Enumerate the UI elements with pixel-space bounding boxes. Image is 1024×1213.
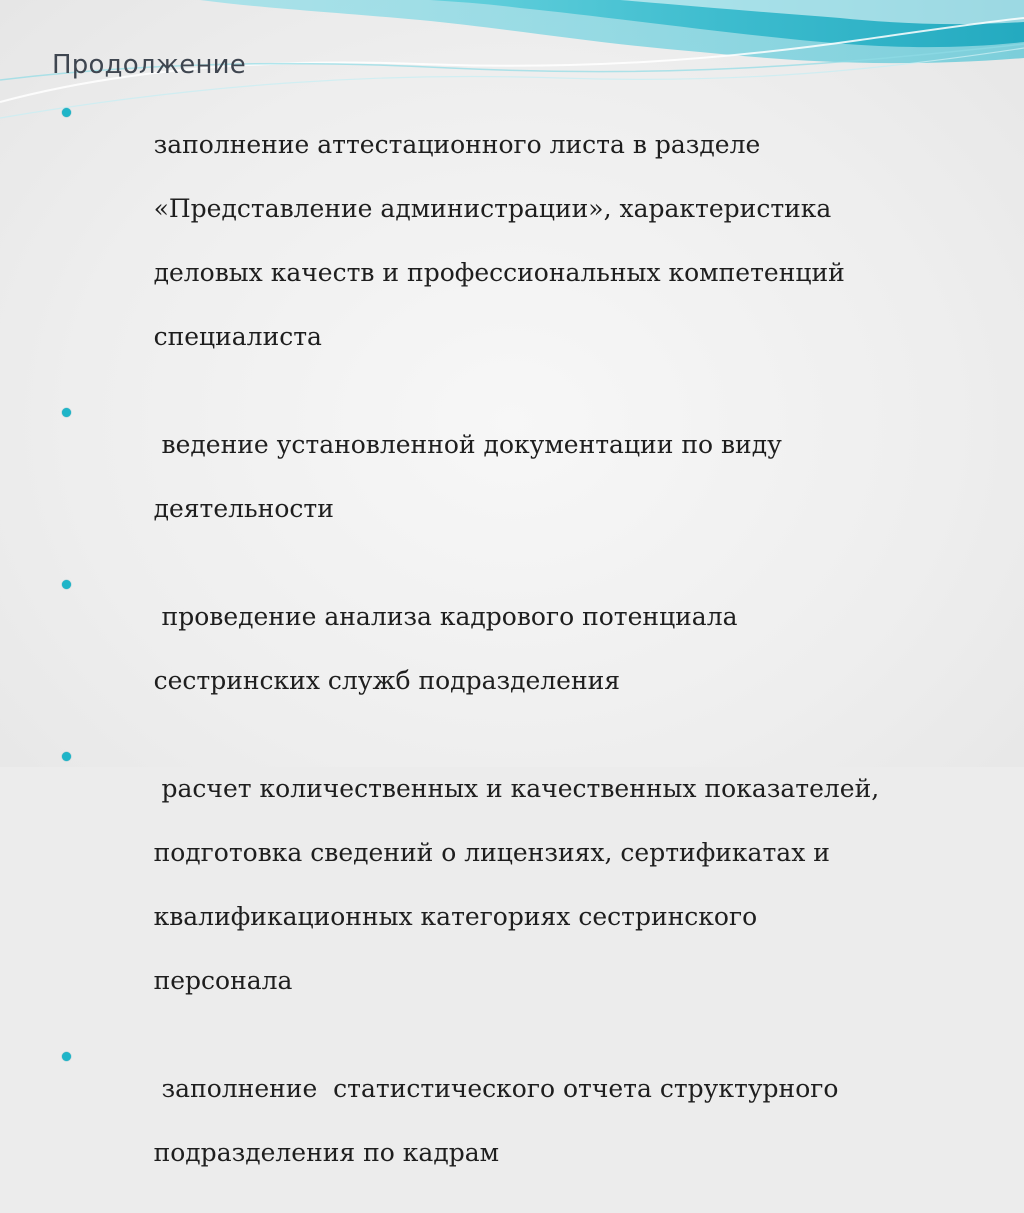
bullet-line: персонала — [153, 966, 293, 995]
bullet-dot-icon — [62, 108, 71, 117]
bullet-line: сестринских служб подразделения — [153, 666, 621, 695]
bullet-line: «Представление администрации», характеристика — [153, 194, 832, 223]
bullet-item — [62, 741, 962, 1029]
bullet-text — [90, 1041, 962, 1201]
bullet-text — [90, 741, 962, 1029]
bullet-dot-icon — [62, 408, 71, 417]
bullet-line: подготовка сведений о лицензиях, сертификатах и — [153, 838, 830, 867]
bullet-item — [62, 569, 962, 729]
bullet-item — [62, 1041, 962, 1201]
bullet-line: заполнение статистического отчета структурного — [153, 1074, 839, 1103]
slide-title: Продолжение — [52, 50, 246, 80]
bullet-line: заполнение аттестационного листа в разделе — [153, 130, 761, 159]
bullet-item — [62, 397, 962, 557]
bullet-dot-icon — [62, 580, 71, 589]
bullet-line: деловых качеств и профессиональных компетенций — [153, 258, 845, 287]
bullet-line: специалиста — [153, 322, 322, 351]
bullet-line: квалификационных категориях сестринского — [153, 902, 758, 931]
bullet-line: ведение установленной документации по виду — [153, 430, 782, 459]
bullet-line: расчет количественных и качественных показателей, — [153, 774, 880, 803]
bullet-text — [90, 97, 962, 385]
bullet-line: проведение анализа кадрового потенциала — [153, 602, 738, 631]
bullet-line: подразделения по кадрам — [153, 1138, 500, 1167]
bullet-dot-icon — [62, 1052, 71, 1061]
bullet-item — [62, 97, 962, 385]
bullet-text — [90, 569, 962, 729]
bullet-dot-icon — [62, 752, 71, 761]
bullet-list — [62, 97, 962, 1213]
bullet-text — [90, 397, 962, 557]
bullet-line: деятельности — [153, 494, 334, 523]
